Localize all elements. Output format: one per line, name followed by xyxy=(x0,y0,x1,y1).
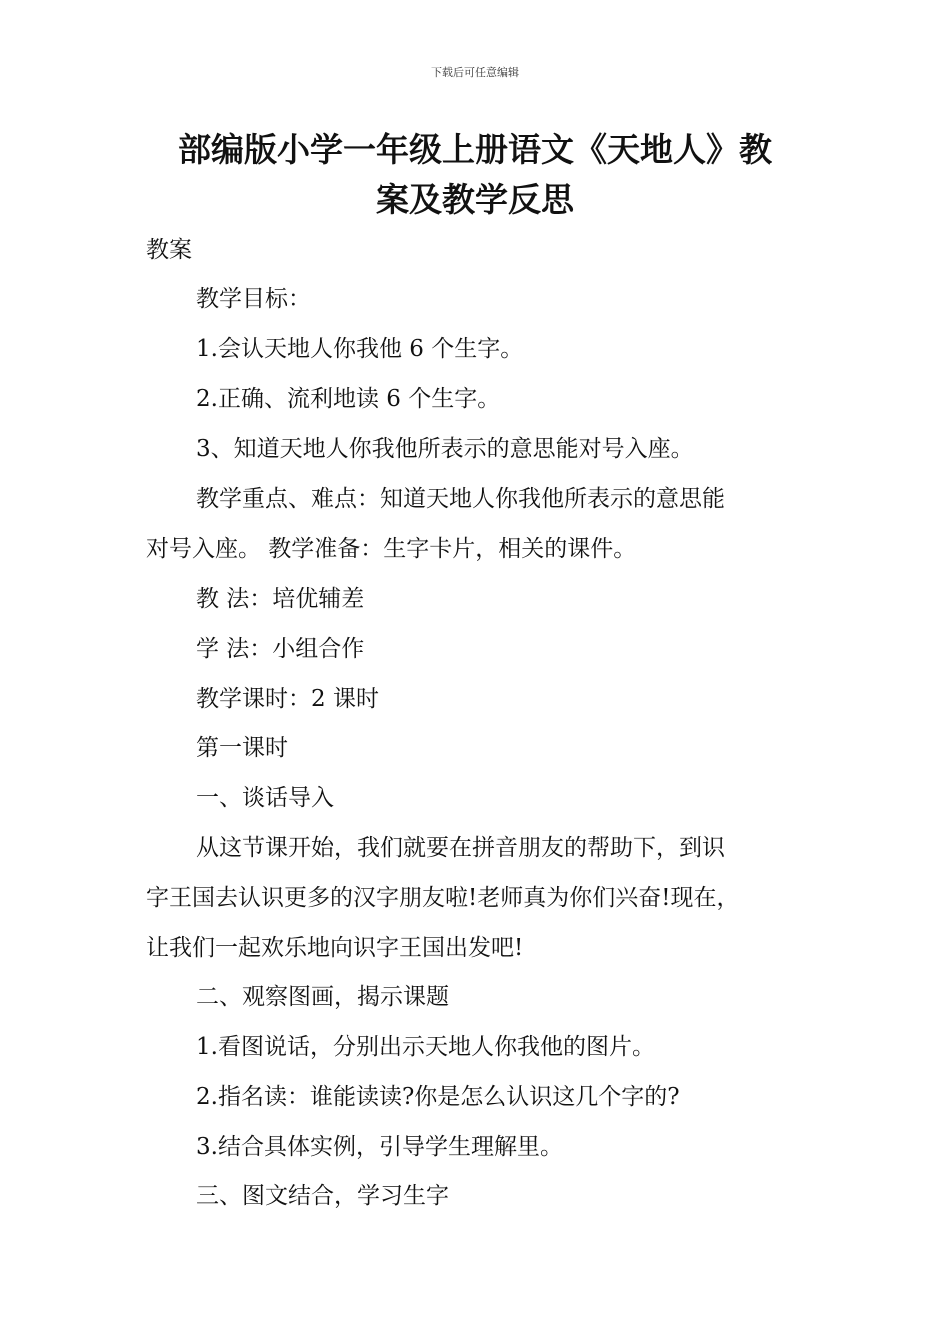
body-line-section-3: 三、图文结合，学习生字 xyxy=(196,1183,449,1209)
body-line-paragraph-1: 从这节课开始，我们就要在拼音朋友的帮助下，到识 xyxy=(196,835,725,861)
body-line-step-2: 2.指名读：谁能读读?你是怎么认识这几个字的? xyxy=(196,1084,680,1110)
body-line-learning-method: 学 法：小组合作 xyxy=(196,636,365,662)
body-line-first-lesson: 第一课时 xyxy=(196,735,288,761)
body-line-teaching-method: 教 法：培优辅差 xyxy=(196,586,365,612)
body-line-objective-3: 3、知道天地人你我他所表示的意思能对号入座。 xyxy=(196,436,694,462)
body-line-paragraph-2: 字王国去认识更多的汉字朋友啦!老师真为你们兴奋!现在， xyxy=(146,885,740,911)
header-note: 下载后可任意编辑 xyxy=(431,66,519,79)
document-title-line-1: 部编版小学一年级上册语文《天地人》教 xyxy=(178,130,772,169)
body-line-objectives-heading: 教学目标： xyxy=(196,286,311,312)
body-line-step-1: 1.看图说话，分别出示天地人你我他的图片。 xyxy=(196,1034,655,1060)
document-title-line-2: 案及教学反思 xyxy=(376,180,574,219)
body-line-paragraph-3: 让我们一起欢乐地向识字王国出发吧! xyxy=(146,935,524,961)
body-line-step-3: 3.结合具体实例，引导学生理解里。 xyxy=(196,1134,563,1160)
body-line-section-1: 一、谈话导入 xyxy=(196,785,334,811)
body-line-objective-1: 1.会认天地人你我他 6 个生字。 xyxy=(196,336,524,362)
body-line-class-hours: 教学课时：2 课时 xyxy=(196,686,379,712)
body-line-key-points-cont: 对号入座。 教学准备：生字卡片，相关的课件。 xyxy=(146,536,637,562)
body-line-key-points: 教学重点、难点：知道天地人你我他所表示的意思能 xyxy=(196,486,725,512)
body-line-section-2: 二、观察图画，揭示课题 xyxy=(196,984,449,1010)
body-line-objective-2: 2.正确、流利地读 6 个生字。 xyxy=(196,386,501,412)
section-label: 教案 xyxy=(146,237,192,263)
